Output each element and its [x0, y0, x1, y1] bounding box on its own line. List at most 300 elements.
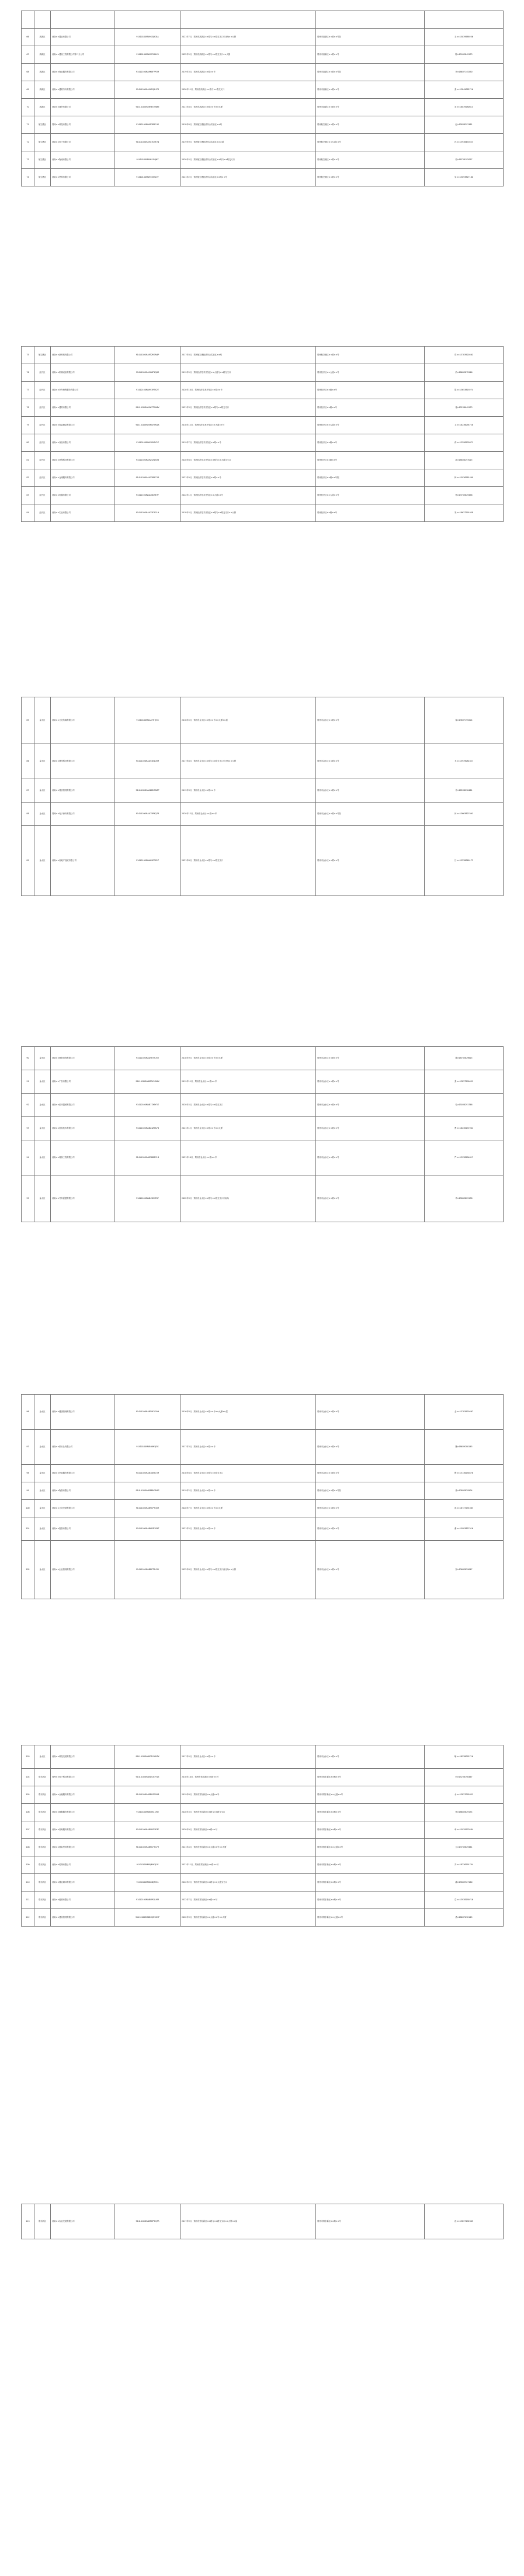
cell-credit: 91410100MA9FRY24X9	[115, 46, 181, 64]
cell-contact: 许×18538290461	[425, 779, 504, 803]
cell-credit: 91410100MABDGX3Y1Z	[115, 1769, 181, 1786]
cell-site: 郑州市金水区××路××号	[316, 1500, 425, 1517]
cell-site: 郑州经开区××路××号	[316, 399, 425, 417]
table-row	[22, 116, 504, 134]
cell-name: 河南××文化发展有限公司	[51, 1500, 115, 1517]
cell-area: 经开区	[34, 452, 51, 469]
cell-addr: 2019年3月，郑州市金水区××路××号	[181, 779, 316, 803]
table-row	[22, 1804, 504, 1821]
cell-name: 河南××实业发展有限公司	[51, 2204, 115, 2239]
table-row	[22, 1517, 504, 1541]
table-row	[22, 1482, 504, 1500]
cell-contact: 张××13849082716	[425, 81, 504, 99]
cell-site: 郑州航空港区××大道××号	[316, 134, 425, 151]
cell-credit: 91410100MABEHZ7A5B	[115, 1786, 181, 1804]
cell-area: 郑东新区	[34, 1909, 51, 1927]
table-block	[21, 1745, 503, 1927]
table-row	[22, 1839, 504, 1856]
cell-site: 郑州市郑东新区××路××号	[316, 1804, 425, 1821]
cell-area: 金水区	[34, 1117, 51, 1140]
cell-site: 郑州市高新区××路××号	[316, 46, 425, 64]
cell-area: 经开区	[34, 417, 51, 434]
table-row	[22, 1047, 504, 1070]
cell-addr: 2017年9月，郑州市郑东新区××路与××路交叉口××大厦××层	[181, 2204, 316, 2239]
cell-credit: 91410100MAA96T7U5V	[115, 1047, 181, 1070]
cell-name: 河南××教育咨询有限公司	[51, 1047, 115, 1070]
cell-addr: 2019年2月，郑州市金水区××路××号	[181, 1482, 316, 1500]
cell-name: 河南××网络科技有限公司	[51, 744, 115, 779]
cell-site: 郑州航空港区××路××号	[316, 347, 425, 364]
cell-area: 经开区	[34, 382, 51, 399]
cell-name: 河南××食品有限公司	[51, 434, 115, 452]
cell-contact: 尤××15939081627	[425, 744, 504, 779]
cell-contact: 陈××13653819274	[425, 382, 504, 399]
cell-addr: 2017年4月，郑州市金水区××路××号	[181, 1745, 316, 1769]
table-row	[22, 399, 504, 417]
table-row	[22, 2204, 504, 2239]
cell-site: 郑州市郑东新区××大道××号	[316, 1909, 425, 1927]
cell-name: 河南××建设管理有限公司	[51, 1909, 115, 1927]
cell-site: 郑州市金水区××路××号	[316, 1541, 425, 1599]
table-row	[22, 803, 504, 826]
table-row	[22, 11, 504, 29]
table-block	[21, 11, 503, 186]
cell-credit: 91410100MA9G3JXC8A	[115, 29, 181, 46]
cell-no: 88	[22, 803, 34, 826]
cell-addr: 2021年6月，郑州市金水区××路与××路交叉口	[181, 826, 316, 896]
cell-addr: 2020年6月，郑州经济技术开发区××路与××大道交叉口	[181, 452, 316, 469]
table-row	[22, 134, 504, 151]
cell-addr	[181, 11, 316, 29]
cell-site: 郑州市金水区××路××号	[316, 1745, 425, 1769]
cell-no: 97	[22, 1430, 34, 1465]
cell-no: 112	[22, 1909, 34, 1927]
cell-site: 郑州市金水区××路××号	[316, 779, 425, 803]
cell-contact: 章××15939270584	[425, 1821, 504, 1839]
cell-name: 河南××仓储服务有限公司	[51, 469, 115, 487]
cell-addr: 2019年11月，郑州市金水区××路××号	[181, 1070, 316, 1094]
cell-no: 83	[22, 487, 34, 504]
cell-area: 经开区	[34, 399, 51, 417]
cell-area: 经开区	[34, 434, 51, 452]
cell-site: 郑州市金水区××路××号	[316, 1047, 425, 1070]
cell-addr: 2018年12月，郑州经济技术开发区××大道××号	[181, 417, 316, 434]
cell-contact: 张××13837290451	[425, 1070, 504, 1094]
cell-contact: 沈×18838297015	[425, 452, 504, 469]
cell-name: 河南××国际贸易有限公司	[51, 1839, 115, 1856]
cell-contact: 刘××18039280614	[425, 99, 504, 116]
table-row	[22, 469, 504, 487]
table-row	[22, 1821, 504, 1839]
cell-credit: 91410100MAA54K1L9M	[115, 744, 181, 779]
cell-site: 郑州经开区××路××号	[316, 504, 425, 522]
cell-credit: 91410100MAB9CP7Q5R	[115, 1500, 181, 1517]
registry-table	[21, 2204, 504, 2239]
registry-table	[21, 11, 504, 186]
cell-name: 河南××环保科技有限公司	[51, 452, 115, 469]
cell-no: 102	[22, 1541, 34, 1599]
cell-no: 99	[22, 1482, 34, 1500]
cell-credit: 91410100MABFJB1C9D	[115, 1804, 181, 1821]
cell-area: 郑东新区	[34, 1821, 51, 1839]
cell-name: 河南××金融服务有限公司	[51, 1786, 115, 1804]
cell-name: 河南××广告有限公司	[51, 1070, 115, 1094]
cell-addr: 2022年2月，郑州市郑东新区××路与××大道交叉口	[181, 1874, 316, 1892]
cell-contact: 陶××15136290478	[425, 1465, 504, 1482]
cell-site: 郑州市高新区××路××号院	[316, 64, 425, 81]
cell-site: 郑州市金水区××路××号	[316, 744, 425, 779]
cell-no: 67	[22, 46, 34, 64]
cell-credit: 91410100MAB17X5Y3Z	[115, 1094, 181, 1117]
cell-site: 郑州市郑东新区××大道××号	[316, 1839, 425, 1856]
cell-area: 郑东新区	[34, 1786, 51, 1804]
cell-area: 金水区	[34, 1517, 51, 1541]
table-row	[22, 1117, 504, 1140]
table-row	[22, 169, 504, 186]
table-row	[22, 1745, 504, 1769]
cell-area: 经开区	[34, 487, 51, 504]
cell-credit: 91410100MAA68M5N3P	[115, 779, 181, 803]
cell-addr: 2021年1月，郑州市金水区××路××号××大厦	[181, 1117, 316, 1140]
cell-contact: 曹××18236172904	[425, 1117, 504, 1140]
cell-name: 河南××科技发展有限公司	[51, 1745, 115, 1769]
cell-credit: 91410100MABGKD5E3F	[115, 1821, 181, 1839]
cell-name: 河南××实业有限公司	[51, 504, 115, 522]
table-row	[22, 1465, 504, 1482]
cell-credit	[115, 11, 181, 29]
cell-name: 河南××健康管理有限公司	[51, 1395, 115, 1430]
cell-no: 100	[22, 1500, 34, 1517]
cell-area: 郑东新区	[34, 1804, 51, 1821]
cell-addr: 2019年6月，郑州市郑东新区××大道××号	[181, 1786, 316, 1804]
cell-no: 96	[22, 1395, 34, 1430]
cell-site: 郑州市高新区××路××号	[316, 81, 425, 99]
cell-site: 郑州市郑东新区××大道××号	[316, 1786, 425, 1804]
cell-contact: 周×18738192057	[425, 151, 504, 169]
cell-no: 75	[22, 347, 34, 364]
cell-name: 河南××机械设备有限公司	[51, 364, 115, 382]
cell-no: 111	[22, 1892, 34, 1909]
cell-site: 郑州市金水区××路××号	[316, 1395, 425, 1430]
cell-site: 郑州经开区××路××号院	[316, 469, 425, 487]
cell-addr: 2017年8月，郑州航空港经济综合实验区××路	[181, 347, 316, 364]
cell-credit: 91410100MAA75P9Q7R	[115, 803, 181, 826]
cell-name: 河南××咨询服务有限公司	[51, 1821, 115, 1839]
cell-area: 金水区	[34, 1465, 51, 1482]
cell-name: 河南××物业服务有限公司	[51, 64, 115, 81]
cell-credit: 91410100MA9Q7D5F2N	[115, 134, 181, 151]
cell-site: 郑州市金水区××路××号	[316, 1070, 425, 1094]
cell-site: 郑州航空港区××路××号	[316, 116, 425, 134]
cell-area: 金水区	[34, 1500, 51, 1517]
cell-area: 金水区	[34, 803, 51, 826]
cell-addr: 2018年9月，郑州市金水区××路××号××大厦	[181, 1047, 316, 1070]
table-row	[22, 1140, 504, 1175]
cell-no: 84	[22, 504, 34, 522]
cell-name: 河南××数据服务有限公司	[51, 1804, 115, 1821]
cell-area: 航空港区	[34, 151, 51, 169]
cell-name: 河南××置业有限公司	[51, 29, 115, 46]
cell-area: 郑东新区	[34, 1892, 51, 1909]
cell-no: 110	[22, 1874, 34, 1892]
cell-name: 河南××劳务派遣有限公司	[51, 1175, 115, 1222]
cell-credit: 91410100MA9V3R5S2T	[115, 382, 181, 399]
cell-addr: 2018年4月，郑州经济技术开发区××路与××路交叉口××大厦	[181, 504, 316, 522]
cell-addr: 2020年3月，郑州市郑东新区××路与××路交叉口	[181, 1804, 316, 1821]
cell-addr: 2022年1月，郑州经济技术开发区××大道××号	[181, 487, 316, 504]
cell-area: 航空港区	[34, 116, 51, 134]
cell-site: 郑州市金水区××路××号院	[316, 803, 425, 826]
cell-credit: 91410100MAB03V1W9X	[115, 1070, 181, 1094]
cell-site: 郑州经开区××路××号	[316, 452, 425, 469]
cell-site: 郑州经开区××路××号	[316, 434, 425, 452]
cell-site: 郑州市郑东新区××路××号	[316, 1892, 425, 1909]
cell-no: 71	[22, 116, 34, 134]
cell-area: 高新区	[34, 46, 51, 64]
cell-area: 高新区	[34, 81, 51, 99]
cell-name: 河南××文化传媒有限公司	[51, 697, 115, 744]
cell-site: 郑州市金水区××路××号	[316, 1175, 425, 1222]
table-row	[22, 1892, 504, 1909]
cell-contact: 苏××18236291704	[425, 1856, 504, 1874]
cell-addr: 2019年5月，郑州经济技术开发区××大道与××路交叉口	[181, 364, 316, 382]
cell-no	[22, 11, 34, 29]
cell-name: 河南××医疗器械有限公司	[51, 1094, 115, 1117]
cell-area: 经开区	[34, 364, 51, 382]
cell-contact	[425, 11, 504, 29]
cell-name: 河南××建材有限公司	[51, 399, 115, 417]
cell-credit: 91410100MA9Y8X7Y5Z	[115, 434, 181, 452]
cell-contact: 孔×15038291746	[425, 1094, 504, 1117]
cell-no: 101	[22, 1517, 34, 1541]
cell-addr: 2021年11月，郑州市郑东新区××路××号	[181, 1856, 316, 1874]
cell-addr: 2022年5月，郑州市高新区××路与××路交叉口××大厦	[181, 46, 316, 64]
cell-credit: 91410100MAA33F3G1H	[115, 504, 181, 522]
cell-name: 河南××新材料有限公司	[51, 347, 115, 364]
cell-addr: 2018年6月，郑州市金水区××路与××路交叉口	[181, 1465, 316, 1482]
table-row	[22, 364, 504, 382]
cell-no: 108	[22, 1839, 34, 1856]
cell-site: 郑州市金水区××路××号	[316, 1430, 425, 1465]
cell-no: 73	[22, 151, 34, 169]
cell-name: 河南××信息技术有限公司	[51, 1117, 115, 1140]
cell-name: 河南××投资有限公司	[51, 1517, 115, 1541]
cell-area: 金水区	[34, 1175, 51, 1222]
cell-addr: 2020年7月，郑州市金水区××路××号××大厦	[181, 1500, 316, 1517]
cell-no: 104	[22, 1769, 34, 1786]
cell-contact: 魏×18639280145	[425, 1430, 504, 1465]
cell-credit: 91410100MABHLF9G7H	[115, 1839, 181, 1856]
cell-name: 河南××包装制品有限公司	[51, 417, 115, 434]
cell-addr: 2020年12月，郑州市金水区××路××号	[181, 803, 316, 826]
table-row	[22, 1430, 504, 1465]
cell-contact: 蒋××13598203671	[425, 434, 504, 452]
cell-area: 郑东新区	[34, 2204, 51, 2239]
cell-credit: 91410100MABKNJ7K5L	[115, 1874, 181, 1892]
cell-credit: 91410100MAB8BM3N1P	[115, 1482, 181, 1500]
cell-no: 79	[22, 417, 34, 434]
cell-name: 河南××建设工程有限公司第二分公司	[51, 46, 115, 64]
table-row	[22, 1769, 504, 1786]
table-row	[22, 697, 504, 744]
cell-addr: 2017年3月，郑州市金水区××路××号	[181, 1430, 316, 1465]
cell-no: 113	[22, 2204, 34, 2239]
table-block	[21, 346, 503, 522]
cell-contact: 何××13663827091	[425, 803, 504, 826]
cell-area: 经开区	[34, 504, 51, 522]
cell-no: 66	[22, 29, 34, 46]
cell-credit: 91410100MABNRP9Q7R	[115, 2204, 181, 2239]
cell-credit: 91410100MA9R1G8J6T	[115, 151, 181, 169]
cell-addr: 2021年4月，郑州市郑东新区××大道××号××大厦	[181, 1839, 316, 1856]
cell-contact: 赵×15838297461	[425, 116, 504, 134]
cell-no: 103	[22, 1745, 34, 1769]
cell-site: 郑州市郑东新区××路××号	[316, 1821, 425, 1839]
cell-site: 郑州市金水区××路××号	[316, 1140, 425, 1175]
cell-name: 河南××建筑劳务有限公司	[51, 81, 115, 99]
cell-credit: 91410100MAA89R3S1T	[115, 826, 181, 896]
table-row	[22, 1500, 504, 1517]
cell-no: 69	[22, 81, 34, 99]
cell-area: 高新区	[34, 99, 51, 116]
cell-site: 郑州市金水区××路××号院	[316, 1482, 425, 1500]
cell-name: 郑州××电子科技有限公司	[51, 1769, 115, 1786]
cell-area: 金水区	[34, 1395, 51, 1430]
table-row	[22, 1909, 504, 1927]
cell-contact: 窦×18603829174	[425, 1804, 504, 1821]
table-row	[22, 99, 504, 116]
cell-no: 91	[22, 1070, 34, 1094]
cell-area: 金水区	[34, 1430, 51, 1465]
cell-no: 81	[22, 452, 34, 469]
cell-area: 高新区	[34, 64, 51, 81]
cell-credit: 91410100MAB59F1G9H	[115, 1395, 181, 1430]
cell-credit: 91410100MABCFV9W7X	[115, 1745, 181, 1769]
table-row	[22, 504, 504, 522]
cell-contact: 姜×13803829504	[425, 1482, 504, 1500]
cell-area: 经开区	[34, 469, 51, 487]
cell-name: 河南××房地产经纪有限公司	[51, 826, 115, 896]
cell-no: 68	[22, 64, 34, 81]
cell-contact: 吴××15093827160	[425, 169, 504, 186]
cell-site: 郑州市郑东新区××路××号	[316, 2204, 425, 2239]
cell-credit: 91410100MAA47H7J5K	[115, 697, 181, 744]
cell-area: 金水区	[34, 1047, 51, 1070]
cell-contact: 潘×15803927160	[425, 1874, 504, 1892]
cell-site: 郑州经开区××路××号	[316, 382, 425, 399]
cell-no: 78	[22, 399, 34, 417]
cell-no: 95	[22, 1175, 34, 1222]
cell-contact: 葛××13938290716	[425, 1892, 504, 1909]
cell-addr: 2019年9月，郑州航空港经济综合实验区××大道	[181, 134, 316, 151]
cell-credit: 91410100MA9U6P1Q8R	[115, 364, 181, 382]
cell-name: 河南××旅行社有限公司	[51, 1430, 115, 1465]
cell-area: 金水区	[34, 779, 51, 803]
cell-addr: 2018年10月，郑州市郑东新区××路××号	[181, 1769, 316, 1786]
cell-no: 86	[22, 744, 34, 779]
cell-addr: 2021年8月，郑州市高新区××路××号××大厦	[181, 99, 316, 116]
cell-contact: 谢××15903827916	[425, 1517, 504, 1541]
cell-contact: 杨×13703829456	[425, 487, 504, 504]
cell-addr: 2020年9月，郑州市郑东新区××路××号	[181, 1821, 316, 1839]
cell-area: 金水区	[34, 1482, 51, 1500]
cell-credit: 91410100MA9N6T2W8E	[115, 99, 181, 116]
cell-contact: 奚×18637092145	[425, 1909, 504, 1927]
cell-name: 河南××置业顾问有限公司	[51, 1874, 115, 1892]
cell-site: 郑州市金水区××路××号	[316, 1094, 425, 1117]
cell-contact: 朱××18637291058	[425, 504, 504, 522]
cell-credit: 91410100MA9W7T9U6V	[115, 399, 181, 417]
registry-table	[21, 346, 504, 522]
cell-name: 河南××餐饮管理有限公司	[51, 779, 115, 803]
cell-addr: 2022年9月，郑州市郑东新区××大道××号××大厦	[181, 1909, 316, 1927]
table-row	[22, 744, 504, 779]
cell-contact: 王××15039589256	[425, 29, 504, 46]
cell-no: 94	[22, 1140, 34, 1175]
cell-no: 89	[22, 826, 34, 896]
table-row	[22, 347, 504, 364]
cell-name: 郑州××电子商务有限公司	[51, 803, 115, 826]
cell-name: 河南××装饰工程有限公司	[51, 1140, 115, 1175]
cell-name: 河南××电器有限公司	[51, 487, 115, 504]
cell-contact: 陈×15903849173	[425, 46, 504, 64]
cell-credit: 91410100MABBET5U3V	[115, 1541, 181, 1599]
table-row	[22, 46, 504, 64]
cell-addr: 2021年10月，郑州市金水区××路××号	[181, 1140, 316, 1175]
cell-no: 80	[22, 434, 34, 452]
cell-no: 77	[22, 382, 34, 399]
cell-contact: 范××13837192605	[425, 2204, 504, 2239]
cell-addr: 2020年10月，郑州经济技术开发区××路××号	[181, 382, 316, 399]
cell-site: 郑州经开区××大道××号	[316, 364, 425, 382]
cell-addr: 2017年8月，郑州市金水区××路与××路交叉口东北角××大厦	[181, 744, 316, 779]
registry-table	[21, 697, 504, 896]
cell-no: 85	[22, 697, 34, 744]
cell-contact: 戚××18737291063	[425, 1500, 504, 1517]
cell-credit: 91410100MAA12B5C3D	[115, 469, 181, 487]
cell-credit: 91410100MA9Z5Z1A9B	[115, 452, 181, 469]
cell-site: 郑州市高新区××路××号	[316, 99, 425, 116]
cell-name	[51, 11, 115, 29]
cell-area: 金水区	[34, 1070, 51, 1094]
cell-addr: 2021年5月，郑州市金水区××路××号	[181, 1517, 316, 1541]
cell-name: 河南××商贸有限公司	[51, 99, 115, 116]
cell-name: 河南××家政服务有限公司	[51, 1465, 115, 1482]
cell-area: 航空港区	[34, 347, 51, 364]
cell-site: 郑州市金水区××路××号	[316, 697, 425, 744]
cell-name: 河南××物资有限公司	[51, 1482, 115, 1500]
cell-addr: 2016年5月，郑州市金水区××路××号××大厦××层	[181, 697, 316, 744]
table-row	[22, 29, 504, 46]
cell-addr: 2022年3月，郑州市金水区××路与××路交叉口东南角	[181, 1175, 316, 1222]
cell-credit: 91410100MA9L2Q5H7R	[115, 81, 181, 99]
cell-contact: 郑××13783920561	[425, 347, 504, 364]
cell-contact: 喻××18538092716	[425, 1745, 504, 1769]
cell-site: 郑州市郑东新区××路××号	[316, 1874, 425, 1892]
cell-name: 河南××能源有限公司	[51, 1892, 115, 1909]
cell-area: 郑东新区	[34, 1769, 51, 1786]
table-row	[22, 81, 504, 99]
cell-area: 航空港区	[34, 169, 51, 186]
cell-credit: 91410100MAB7AK9L7M	[115, 1465, 181, 1482]
cell-no: 76	[22, 364, 34, 382]
cell-addr: 2019年7月，郑州经济技术开发区××路××号	[181, 434, 316, 452]
table-block	[21, 1046, 503, 1222]
cell-no: 82	[22, 469, 34, 487]
cell-contact: 吕××15238069173	[425, 826, 504, 896]
cell-site: 郑州市金水区××路××号	[316, 1465, 425, 1482]
cell-area: 航空港区	[34, 134, 51, 151]
